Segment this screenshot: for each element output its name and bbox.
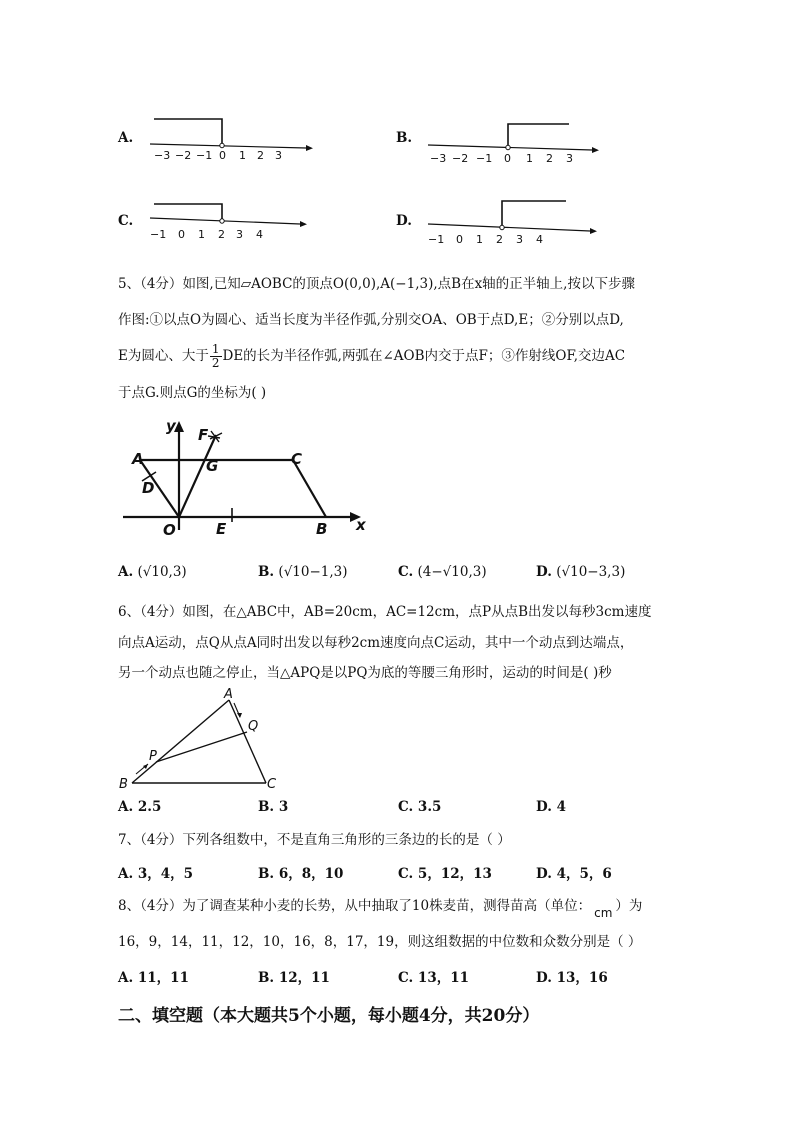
q4-b-tick-3: 0 [504, 152, 511, 165]
q5-option-b[interactable] [258, 564, 348, 580]
q8-option-b[interactable] [258, 966, 330, 986]
q5-option-c-letter: C. [398, 564, 414, 580]
q4-option-c-number-line [146, 194, 316, 244]
q4-d-tick-2: 1 [476, 233, 483, 246]
q6-label-a: A [224, 688, 233, 702]
q5-fraction-denominator: 2 [211, 356, 220, 370]
q4-a-tick-4: 1 [239, 149, 246, 162]
q4-option-d-letter: D. [396, 213, 412, 229]
q8-line-1b: ）为 [615, 898, 643, 914]
q4-option-d-number-line [424, 196, 604, 248]
q5-line-4: 于点G.则点G的坐标为( ) [118, 385, 267, 401]
q5-label-e: E [216, 520, 227, 538]
q7-option-d-value: 4，5，6 [556, 866, 612, 882]
q6-line-2: 向点A运动，点Q从点A同时出发以每秒2cm速度向点C运动，其中一个动点到达端点， [118, 635, 634, 651]
q8-option-c[interactable] [398, 966, 469, 986]
q7-option-d-letter: D. [536, 866, 552, 882]
q6-option-c-letter: C. [398, 799, 414, 815]
q4-a-tick-3: 0 [219, 149, 226, 162]
q5-label-b: B [316, 520, 328, 538]
q4-c-tick-1: 0 [178, 228, 185, 241]
q4-c-tick-4: 3 [236, 228, 243, 241]
q6-label-c: C [267, 777, 277, 792]
q4-b-tick-1: −2 [452, 152, 469, 165]
q4-option-c-letter: C. [118, 213, 134, 229]
q6-option-a-letter: A. [118, 799, 134, 815]
q7-option-b-letter: B. [258, 866, 275, 882]
q4-option-a-letter: A. [118, 130, 134, 146]
q5-option-d[interactable] [536, 564, 625, 580]
q5-figure [118, 418, 368, 543]
q5-line-2: 作图:①以点O为圆心、适当长度为半径作弧,分别交OA、OB于点D,E；②分别以点D, [118, 312, 624, 328]
q6-option-d[interactable] [536, 799, 566, 815]
q4-b-tick-5: 2 [546, 152, 553, 165]
q7-option-c[interactable] [398, 862, 492, 882]
q6-label-q: Q [248, 719, 259, 734]
q4-option-b-letter: B. [396, 130, 413, 146]
q4-a-tick-0: −3 [154, 149, 171, 162]
q4-a-tick-6: 3 [275, 149, 282, 162]
q6-option-a-value: 2.5 [137, 799, 162, 815]
q7-option-d[interactable] [536, 862, 612, 882]
q5-option-a-content: (√10,3) [137, 564, 187, 580]
q6-label-b: B [119, 777, 128, 792]
q5-option-c[interactable] [398, 564, 487, 580]
q8-unit: cm [594, 906, 613, 920]
q5-label-f: F [198, 426, 209, 444]
q5-option-d-letter: D. [536, 564, 552, 580]
q6-option-d-value: 4 [556, 799, 567, 815]
q6-option-c-value: 3.5 [417, 799, 442, 815]
q8-option-b-letter: B. [258, 970, 275, 986]
q8-option-a-value: 11，11 [137, 970, 189, 986]
q4-d-tick-1: 0 [456, 233, 463, 246]
q5-number: 5、（4分） [118, 276, 183, 292]
q7-option-a[interactable] [118, 862, 193, 882]
q5-fraction [210, 343, 222, 370]
q4-a-tick-2: −1 [196, 149, 213, 162]
q5-option-a-letter: A. [118, 564, 134, 580]
q4-b-tick-6: 3 [566, 152, 573, 165]
q8-line-1a: 8、（4分）为了调查某种小麦的长势，从中抽取了10株麦苗，测得苗高（单位： [118, 898, 592, 914]
q7-option-a-value: 3，4，5 [137, 866, 194, 882]
q6-option-b[interactable] [258, 799, 288, 815]
section-2-heading: 二、填空题（本大题共5个小题，每小题4分，共20分） [118, 1006, 540, 1026]
q7-option-b-value: 6，8，10 [278, 866, 344, 882]
q6-option-d-letter: D. [536, 799, 552, 815]
q5-label-c: C [291, 450, 303, 468]
q4-d-tick-3: 2 [496, 233, 503, 246]
q5-label-d: D [142, 479, 155, 497]
q5-label-a: A [132, 450, 144, 468]
q8-option-a-letter: A. [118, 970, 134, 986]
q4-b-tick-0: −3 [430, 152, 447, 165]
q5-option-a[interactable] [118, 564, 187, 580]
q5-option-b-letter: B. [258, 564, 275, 580]
q7-line-1: 7、（4分）下列各组数中，不是直角三角形的三条边的长的是（ ） [118, 832, 511, 848]
q5-stem-line-1 [118, 275, 635, 293]
q4-option-a-number-line [146, 108, 316, 164]
q7-option-c-value: 5，12，13 [417, 866, 492, 882]
q6-option-b-letter: B. [258, 799, 275, 815]
q6-option-b-value: 3 [278, 799, 289, 815]
q4-option-b-number-line [424, 114, 604, 170]
q8-option-c-letter: C. [398, 970, 414, 986]
q5-label-g: G [206, 457, 219, 475]
q7-option-b[interactable] [258, 862, 343, 882]
q8-option-d-letter: D. [536, 970, 552, 986]
q6-line-1: 6、（4分）如图，在△ABC中，AB=20cm，AC=12cm，点P从点B出发以每秒3cm速度 [118, 604, 652, 620]
q4-a-tick-5: 2 [257, 149, 264, 162]
q5-label-o: O [163, 521, 176, 539]
q4-d-tick-0: −1 [428, 233, 445, 246]
q4-d-tick-5: 4 [536, 233, 543, 246]
q4-d-tick-4: 3 [516, 233, 523, 246]
q4-c-tick-2: 1 [198, 228, 205, 241]
q7-option-c-letter: C. [398, 866, 414, 882]
q5-fraction-numerator: 1 [211, 342, 220, 356]
q6-option-a[interactable] [118, 799, 161, 815]
q4-c-tick-5: 4 [256, 228, 263, 241]
q5-option-b-content: (√10−1,3) [278, 564, 348, 580]
q8-line-2: 16，9，14，11，12，10，16，8，17，19，则这组数据的中位数和众数分别是（ ） [118, 934, 642, 950]
q7-option-a-letter: A. [118, 866, 134, 882]
q5-line-3b: DE的长为半径作弧,两弧在∠AOB内交于点F；③作射线OF,交边AC [222, 348, 626, 364]
q8-option-c-value: 13，11 [417, 970, 469, 986]
q4-b-tick-4: 1 [526, 152, 533, 165]
q4-c-tick-0: −1 [150, 228, 167, 241]
q8-option-d-value: 13，16 [556, 970, 608, 986]
q5-label-y: y [166, 418, 176, 435]
q6-label-p: P [149, 749, 157, 764]
q8-option-d[interactable] [536, 966, 608, 986]
q5-option-d-content: (√10−3,3) [556, 564, 626, 580]
q6-line-3: 另一个动点也随之停止，当△APQ是以PQ为底的等腰三角形时，运动的时间是( )秒 [118, 665, 612, 681]
q4-c-tick-3: 2 [218, 228, 225, 241]
q8-option-a[interactable] [118, 966, 189, 986]
q4-a-tick-1: −2 [175, 149, 192, 162]
q4-b-tick-2: −1 [476, 152, 493, 165]
q5-label-x: x [356, 516, 366, 534]
q5-line-1: 如图,已知▱AOBC的顶点O(0,0),A(−1,3),点B在x轴的正半轴上,按以下步骤 [182, 276, 635, 292]
q8-stem-line-1 [118, 897, 643, 920]
q5-option-c-content: (4−√10,3) [417, 564, 487, 580]
q6-option-c[interactable] [398, 799, 441, 815]
q6-figure [116, 688, 286, 794]
q5-stem-line-3 [118, 343, 625, 370]
q5-line-3a: E为圆心、大于 [118, 348, 209, 364]
q8-option-b-value: 12，11 [278, 970, 330, 986]
